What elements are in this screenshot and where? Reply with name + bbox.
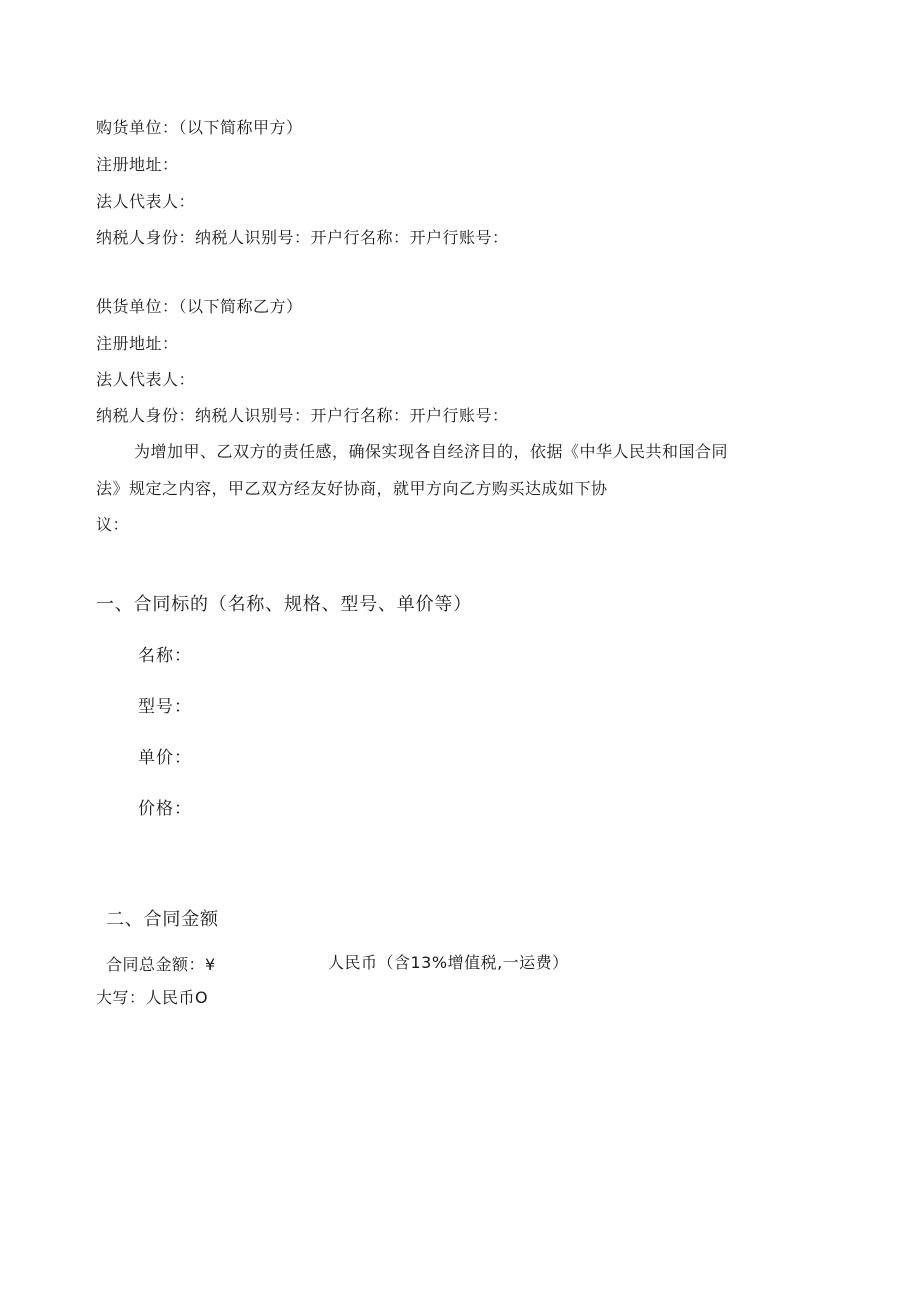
preamble-line-3: 议：: [96, 515, 130, 534]
buyer-unit: 购货单位：（以下简称甲方）: [96, 118, 303, 137]
item-price-label: 价格：: [138, 799, 192, 819]
preamble-line-2: 法》规定之内容，甲乙双方经友好协商，就甲方向乙方购买达成如下协: [96, 479, 608, 498]
amount-uppercase: 大写：人民币O: [96, 988, 209, 1007]
supplier-tax-info: 纳税人身份：纳税人识别号：开户行名称：开户行账号：: [96, 406, 509, 425]
supplier-unit: 供货单位：（以下简称乙方）: [96, 297, 303, 316]
preamble-line-1: 为增加甲、乙双方的责任感，确保实现各自经济目的，依据《中华人民共和国合同: [134, 442, 729, 461]
buyer-address: 注册地址：: [96, 155, 179, 174]
buyer-legal-rep: 法人代表人：: [96, 192, 196, 211]
item-model-label: 型号：: [138, 697, 192, 717]
section-2-title: 二、合同金额: [106, 909, 219, 930]
item-unit-price-label: 单价：: [138, 748, 192, 768]
buyer-tax-info: 纳税人身份：纳税人识别号：开户行名称：开户行账号：: [96, 228, 509, 247]
section-1-title: 一、合同标的（名称、规格、型号、单价等）: [96, 594, 472, 615]
item-name-label: 名称：: [138, 646, 192, 666]
total-amount-note: 人民币（含13%增值税,一运费）: [328, 953, 569, 972]
supplier-address: 注册地址：: [96, 334, 179, 353]
total-amount-label: 合同总金额：¥: [106, 955, 216, 974]
supplier-legal-rep: 法人代表人：: [96, 370, 196, 389]
